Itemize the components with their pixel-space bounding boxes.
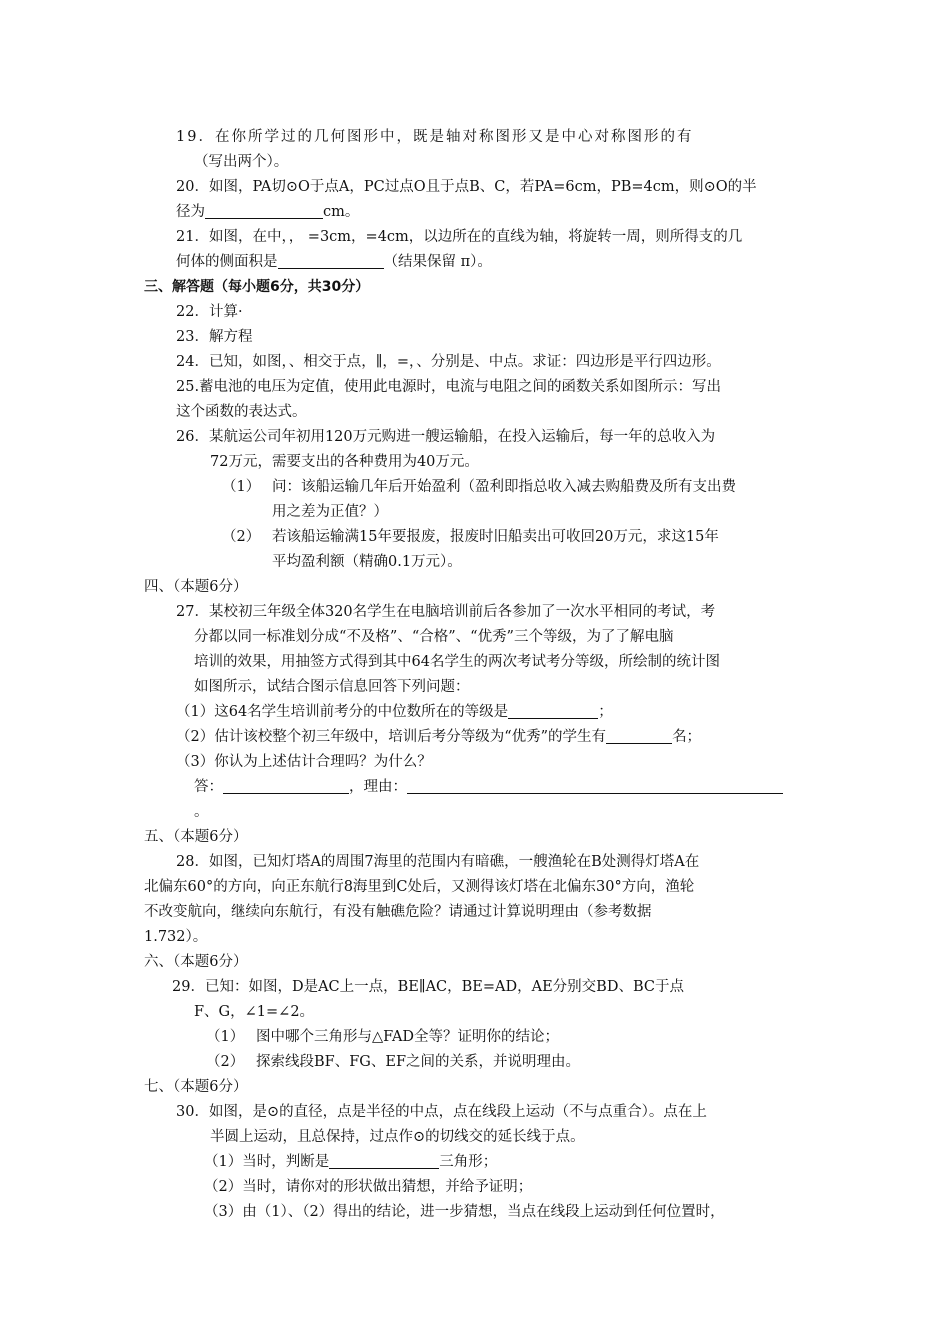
q27-line2: 分都以同一标准划分成“不及格”、“合格”、“优秀”三个等级，为了了解电脑 [194,629,674,645]
q27-reason-label: ，理由： [349,779,407,795]
q30-line2: 半圆上运动，且总保持，过点作⊙的切线交的延长线于点。 [210,1129,585,1145]
q22: 22．计算· [176,304,243,320]
q29-line1: 29．已知：如图，D是AC上一点，BE∥AC，BE=AD，AE分别交BD、BC于点 [172,979,684,995]
q27-part2 [176,727,701,747]
q27-part1 [176,702,613,722]
q26-part2-number: （2） [222,529,261,545]
q21-text-a: 何体的侧面积是 [176,254,278,270]
q30-part1-text: （1）当时，判断是 [204,1154,330,1170]
q30-part1 [204,1152,497,1172]
section-4-heading: 四、（本题6分） [144,579,248,595]
q29-part2: 探索线段BF、FG、EF之间的关系，并说明理由。 [256,1054,581,1070]
q27-line3: 培训的效果，用抽签方式得到其中64名学生的两次考试考分等级，所绘制的统计图 [194,654,720,670]
q30-line1: 30．如图，是⊙的直径，点是半径的中点，点在线段上运动（不与点重合）。点在上 [176,1104,707,1120]
q23: 23．解方程 [176,329,253,345]
q27-answer-blank[interactable] [223,778,349,794]
q19-line2: （写出两个）。 [194,154,289,170]
q28-line4: 1.732）。 [144,929,208,945]
q21-answer-blank[interactable] [278,253,384,269]
section-3-heading: 三、解答题（每小题6分，共30分） [144,279,370,295]
q20-line1: 20．如图，PA切⊙O于点A，PC过点O且于点B、C，若PA=6cm，PB=4cm，则⊙O的半 [176,179,757,195]
section-7-heading: 七、（本题6分） [144,1079,248,1095]
section-5-heading: 五、（本题6分） [144,829,248,845]
q27-reason-blank[interactable] [407,778,783,794]
section-6-heading: 六、（本题6分） [144,954,248,970]
q27-answer-line [194,777,783,797]
q27-part2-text: （2）估计该校整个初三年级中，培训后考分等级为“优秀”的学生有 [176,729,607,745]
q26-part1-line2: 用之差为正值？） [272,504,388,520]
q27-part1-blank[interactable] [508,703,598,719]
q27-line1: 27．某校初三年级全体320名学生在电脑培训前后各参加了一次水平相同的考试，考 [176,604,716,620]
q19-line1: 19．在你所学过的几何图形中，既是轴对称图形又是中心对称图形的有 [176,129,694,145]
q29-part1-number: （1） [206,1029,245,1045]
q27-answer-label: 答： [194,779,223,795]
q30-part1-blank[interactable] [329,1153,439,1169]
q20-answer-blank[interactable] [205,203,323,219]
q29-line2: F、G，∠1=∠2。 [194,1004,315,1020]
q20-line2 [176,202,359,222]
q26-part1-line1: 问：该船运输几年后开始盈利（盈利即指总收入减去购船费及所有支出费 [272,479,736,495]
q21-text-b: （结果保留 π）。 [383,254,492,270]
q20-text-b: cm。 [323,204,360,220]
q29-part2-number: （2） [206,1054,245,1070]
q21-line1: 21．如图，在中，， =3cm，=4cm，以边所在的直线为轴，将旋转一周，则所得支的几 [176,229,743,245]
q26-line2: 72万元，需要支出的各种费用为40万元。 [210,454,479,470]
q21-line2 [176,252,492,272]
q27-part2-blank[interactable] [606,728,672,744]
q28-line1: 28．如图，已知灯塔A的周围7海里的范围内有暗礁，一艘渔轮在B处测得灯塔A在 [176,854,700,870]
q29-part1: 图中哪个三角形与△FAD全等？证明你的结论； [256,1029,560,1045]
q30-part1-end: 三角形； [439,1154,498,1170]
q25-line1: 25.蓄电池的电压为定值，使用此电源时，电流与电阻之间的函数关系如图所示：写出 [176,379,722,395]
q27-answer-end: 。 [194,804,209,820]
q28-line2: 北偏东60°的方向，向正东航行8海里到C处后，又测得该灯塔在北偏东30°方向，渔轮 [144,879,695,895]
q27-line4: 如图所示，试结合图示信息回答下列问题： [194,679,470,695]
q25-line2: 这个函数的表达式。 [176,404,307,420]
q20-text-a: 径为 [176,204,205,220]
q30-part3: （3）由（1）、（2）得出的结论，进一步猜想，当点在线段上运动到任何位置时， [204,1204,725,1220]
q24: 24．已知，如图，、相交于点，∥，=，、分别是、中点。求证：四边形是平行四边形。 [176,354,721,370]
q27-part3: （3）你认为上述估计合理吗？为什么？ [176,754,432,770]
q26-part1-number: （1） [222,479,261,495]
q27-part1-end: ； [598,704,613,720]
q30-part2: （2）当时，请你对的形状做出猜想，并给予证明； [204,1179,533,1195]
q27-part1-text: （1）这64名学生培训前考分的中位数所在的等级是 [176,704,509,720]
q26-part2-line1: 若该船运输满15年要报废，报废时旧船卖出可收回20万元，求这15年 [272,529,719,545]
q26-line1: 26．某航运公司年初用120万元购进一艘运输船，在投入运输后，每一年的总收入为 [176,429,716,445]
q27-part2-end: 名； [672,729,702,745]
q26-part2-line2: 平均盈利额（精确0.1万元）。 [272,554,462,570]
q28-line3: 不改变航向，继续向东航行，有没有触礁危险？请通过计算说明理由（参考数据 [144,904,652,920]
